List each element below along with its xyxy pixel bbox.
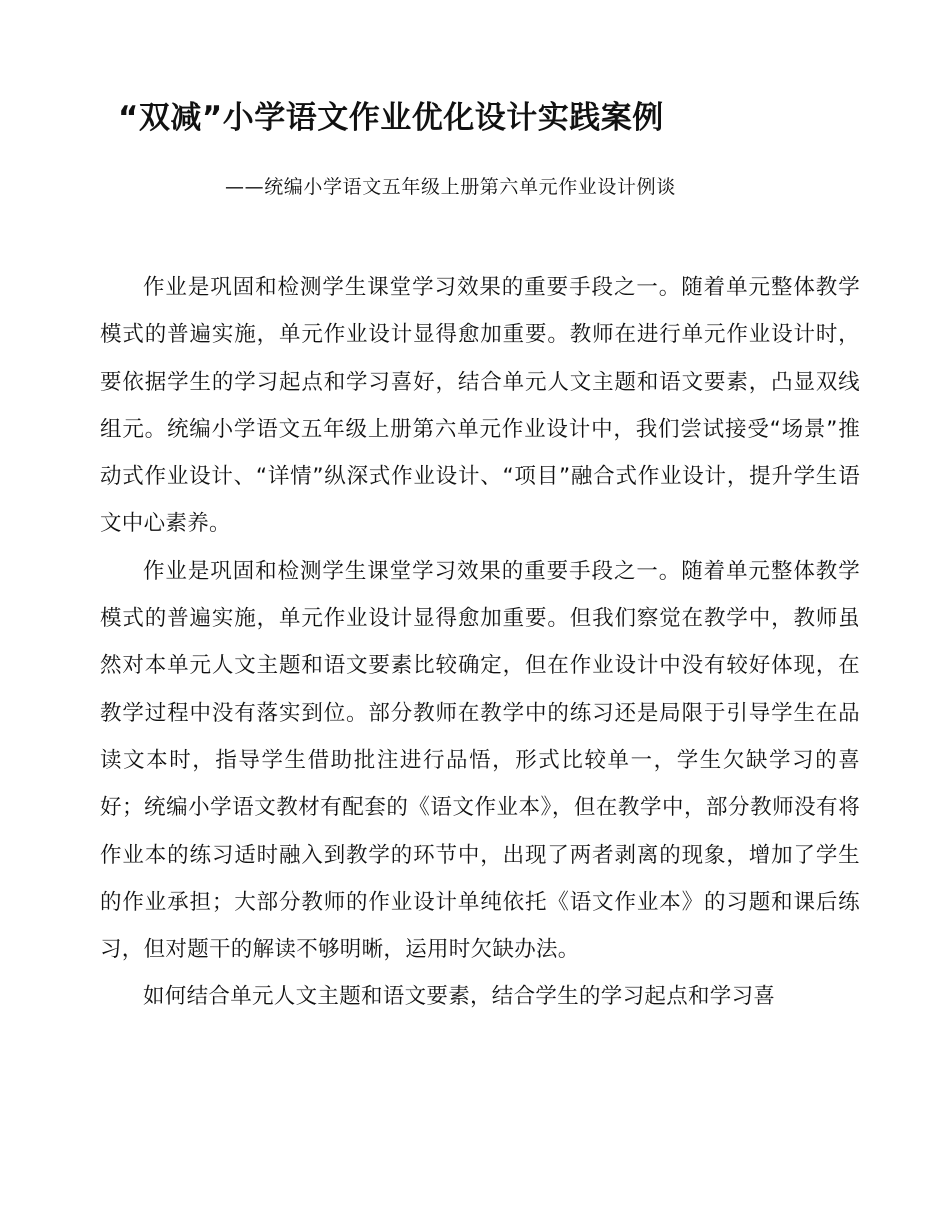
- paragraph-3: 如何结合单元人文主题和语文要素，结合学生的学习起点和学习喜: [143, 984, 776, 1010]
- document-subtitle: ——统编小学语文五年级上册第六单元作业设计例谈: [225, 176, 676, 198]
- document-body: [100, 264, 860, 1021]
- paragraph-1: 作业是巩固和检测学生课堂学习效果的重要手段之一。随着单元整体教学模式的普遍实施，单元作业设计显得愈加重要。教师在进行单元作业设计时，要依据学生的学习起点和学习喜好，结合单元人文主题和语文要素，凸显双线组元。统编小学语文五年级上册第六单元作业设计中，我们尝试接受“场景”推动式作业设计、“详情”纵深式作业设计、“项目”融合式作业设计，提升学生语文中心素养。: [100, 275, 860, 537]
- document-title: “双减”小学语文作业优化设计实践案例: [118, 100, 664, 136]
- paragraph-2: 作业是巩固和检测学生课堂学习效果的重要手段之一。随着单元整体教学模式的普遍实施，单元作业设计显得愈加重要。但我们察觉在教学中，教师虽然对本单元人文主题和语文要素比较确定，但在作业设计中没有较好体现，在教学过程中没有落实到位。部分教师在教学中的练习还是局限于引导学生在品读文本时，指导学生借助批注进行品悟，形式比较单一，学生欠缺学习的喜好；统编小学语文教材有配套的《语文作业本》，但在教学中，部分教师没有将作业本的练习适时融入到教学的环节中，出现了两者剥离的现象，增加了学生的作业承担；大部分教师的作业设计单纯依托《语文作业本》的习题和课后练习，但对题干的解读不够明晰，运用时欠缺办法。: [100, 558, 860, 963]
